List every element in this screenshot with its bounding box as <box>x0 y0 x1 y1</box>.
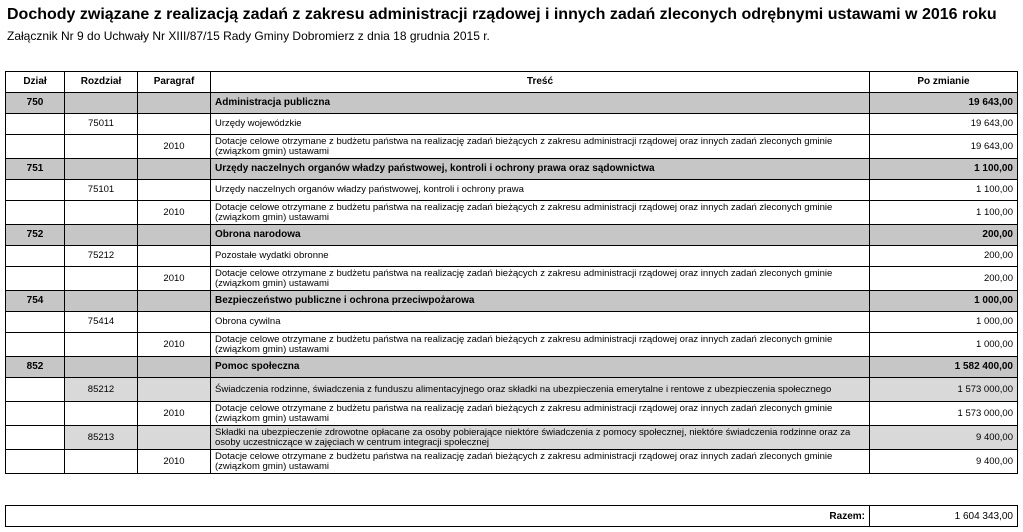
cell-rozdzial <box>65 333 138 357</box>
cell-dzial <box>6 450 65 474</box>
cell-tresc: Obrona narodowa <box>211 225 870 246</box>
cell-po-zmianie: 1 100,00 <box>870 180 1018 201</box>
cell-tresc: Dotacje celowe otrzymane z budżetu państwa na realizację zadań bieżących z zakresu administracji rządowej oraz innych zadań zleconych gminie (związkom gmin) ustawami <box>211 267 870 291</box>
table-row <box>6 201 1018 225</box>
cell-dzial: 751 <box>6 159 65 180</box>
cell-paragraf: 2010 <box>138 135 211 159</box>
cell-rozdzial <box>65 402 138 426</box>
cell-dzial <box>6 426 65 450</box>
cell-po-zmianie: 19 643,00 <box>870 114 1018 135</box>
cell-rozdzial <box>65 450 138 474</box>
cell-tresc: Obrona cywilna <box>211 312 870 333</box>
cell-po-zmianie: 19 643,00 <box>870 135 1018 159</box>
cell-po-zmianie: 1 100,00 <box>870 201 1018 225</box>
table-row <box>6 357 1018 378</box>
table-row <box>6 267 1018 291</box>
cell-po-zmianie: 1 100,00 <box>870 159 1018 180</box>
table-row <box>6 159 1018 180</box>
cell-dzial <box>6 246 65 267</box>
cell-tresc: Bezpieczeństwo publiczne i ochrona przeciwpożarowa <box>211 291 870 312</box>
cell-po-zmianie: 1 573 000,00 <box>870 378 1018 402</box>
summary-label: Razem: <box>6 506 870 527</box>
column-header-po-zmianie: Po zmianie <box>870 72 1018 93</box>
cell-dzial: 852 <box>6 357 65 378</box>
cell-rozdzial <box>65 267 138 291</box>
cell-tresc: Urzędy wojewódzkie <box>211 114 870 135</box>
cell-dzial: 754 <box>6 291 65 312</box>
cell-paragraf <box>138 246 211 267</box>
cell-dzial <box>6 267 65 291</box>
cell-po-zmianie: 200,00 <box>870 267 1018 291</box>
cell-dzial <box>6 378 65 402</box>
cell-paragraf: 2010 <box>138 402 211 426</box>
cell-dzial <box>6 333 65 357</box>
cell-paragraf <box>138 180 211 201</box>
cell-rozdzial <box>65 357 138 378</box>
cell-rozdzial <box>65 159 138 180</box>
table-row <box>6 312 1018 333</box>
table-row <box>6 450 1018 474</box>
summary-row <box>6 506 1018 527</box>
table-row <box>6 402 1018 426</box>
table-row <box>6 426 1018 450</box>
cell-dzial <box>6 135 65 159</box>
cell-tresc: Administracja publiczna <box>211 93 870 114</box>
cell-tresc: Dotacje celowe otrzymane z budżetu państwa na realizację zadań bieżących z zakresu administracji rządowej oraz innych zadań zleconych gminie (związkom gmin) ustawami <box>211 201 870 225</box>
cell-tresc: Urzędy naczelnych organów władzy państwowej, kontroli i ochrony prawa <box>211 180 870 201</box>
column-header-rozdzial: Rozdział <box>65 72 138 93</box>
cell-dzial <box>6 201 65 225</box>
cell-po-zmianie: 1 582 400,00 <box>870 357 1018 378</box>
cell-dzial <box>6 180 65 201</box>
summary-value: 1 604 343,00 <box>870 506 1018 527</box>
cell-rozdzial <box>65 201 138 225</box>
cell-po-zmianie: 9 400,00 <box>870 450 1018 474</box>
cell-po-zmianie: 200,00 <box>870 246 1018 267</box>
cell-tresc: Składki na ubezpieczenie zdrowotne opłacane za osoby pobierające niektóre świadczenia z pomocy społecznej, niektóre świadczenia rodzinne oraz za osoby uczestniczące w zajęciach w centrum integracji społecznej <box>211 426 870 450</box>
cell-paragraf <box>138 159 211 180</box>
cell-paragraf <box>138 225 211 246</box>
summary-table <box>5 505 1018 527</box>
column-header-tresc: Treść <box>211 72 870 93</box>
table-header-row <box>6 72 1018 93</box>
table-row <box>6 333 1018 357</box>
cell-po-zmianie: 200,00 <box>870 225 1018 246</box>
cell-paragraf <box>138 378 211 402</box>
document-subtitle: Załącznik Nr 9 do Uchwały Nr XIII/87/15 Rady Gminy Dobromierz z dnia 18 grudnia 2015 r. <box>7 29 490 43</box>
cell-rozdzial <box>65 135 138 159</box>
cell-po-zmianie: 1 000,00 <box>870 291 1018 312</box>
cell-tresc: Pozostałe wydatki obronne <box>211 246 870 267</box>
cell-tresc: Dotacje celowe otrzymane z budżetu państwa na realizację zadań bieżących z zakresu administracji rządowej oraz innych zadań zleconych gminie (związkom gmin) ustawami <box>211 135 870 159</box>
cell-rozdzial <box>65 93 138 114</box>
cell-po-zmianie: 1 573 000,00 <box>870 402 1018 426</box>
cell-tresc: Dotacje celowe otrzymane z budżetu państwa na realizację zadań bieżących z zakresu administracji rządowej oraz innych zadań zleconych gminie (związkom gmin) ustawami <box>211 450 870 474</box>
income-table <box>5 71 1018 474</box>
cell-dzial <box>6 312 65 333</box>
cell-paragraf <box>138 426 211 450</box>
cell-paragraf: 2010 <box>138 201 211 225</box>
table-row <box>6 291 1018 312</box>
cell-paragraf <box>138 312 211 333</box>
cell-paragraf <box>138 357 211 378</box>
table-row <box>6 246 1018 267</box>
column-header-paragraf: Paragraf <box>138 72 211 93</box>
cell-paragraf <box>138 291 211 312</box>
cell-rozdzial: 75101 <box>65 180 138 201</box>
cell-tresc: Świadczenia rodzinne, świadczenia z funduszu alimentacyjnego oraz składki na ubezpieczenia emerytalne i rentowe z ubezpieczenia społecznego <box>211 378 870 402</box>
cell-tresc: Urzędy naczelnych organów władzy państwowej, kontroli i ochrony prawa oraz sądownictwa <box>211 159 870 180</box>
cell-dzial <box>6 114 65 135</box>
cell-tresc: Dotacje celowe otrzymane z budżetu państwa na realizację zadań bieżących z zakresu administracji rządowej oraz innych zadań zleconych gminie (związkom gmin) ustawami <box>211 402 870 426</box>
table-row <box>6 114 1018 135</box>
cell-paragraf: 2010 <box>138 333 211 357</box>
column-header-dzial: Dział <box>6 72 65 93</box>
table-row <box>6 378 1018 402</box>
table-row <box>6 225 1018 246</box>
cell-rozdzial: 75212 <box>65 246 138 267</box>
cell-rozdzial: 85213 <box>65 426 138 450</box>
cell-rozdzial: 75011 <box>65 114 138 135</box>
cell-po-zmianie: 1 000,00 <box>870 333 1018 357</box>
cell-paragraf: 2010 <box>138 450 211 474</box>
cell-paragraf: 2010 <box>138 267 211 291</box>
cell-paragraf <box>138 93 211 114</box>
cell-rozdzial: 85212 <box>65 378 138 402</box>
cell-rozdzial <box>65 225 138 246</box>
cell-po-zmianie: 9 400,00 <box>870 426 1018 450</box>
cell-tresc: Dotacje celowe otrzymane z budżetu państwa na realizację zadań bieżących z zakresu administracji rządowej oraz innych zadań zleconych gminie (związkom gmin) ustawami <box>211 333 870 357</box>
cell-rozdzial <box>65 291 138 312</box>
table-row <box>6 180 1018 201</box>
cell-po-zmianie: 19 643,00 <box>870 93 1018 114</box>
cell-rozdzial: 75414 <box>65 312 138 333</box>
table-row <box>6 93 1018 114</box>
cell-tresc: Pomoc społeczna <box>211 357 870 378</box>
cell-po-zmianie: 1 000,00 <box>870 312 1018 333</box>
cell-dzial <box>6 402 65 426</box>
cell-paragraf <box>138 114 211 135</box>
document-title: Dochody związane z realizacją zadań z zakresu administracji rządowej i innych zadań zleconych odrębnymi ustawami w 2016 roku <box>7 6 997 23</box>
cell-dzial: 750 <box>6 93 65 114</box>
table-row <box>6 135 1018 159</box>
cell-dzial: 752 <box>6 225 65 246</box>
